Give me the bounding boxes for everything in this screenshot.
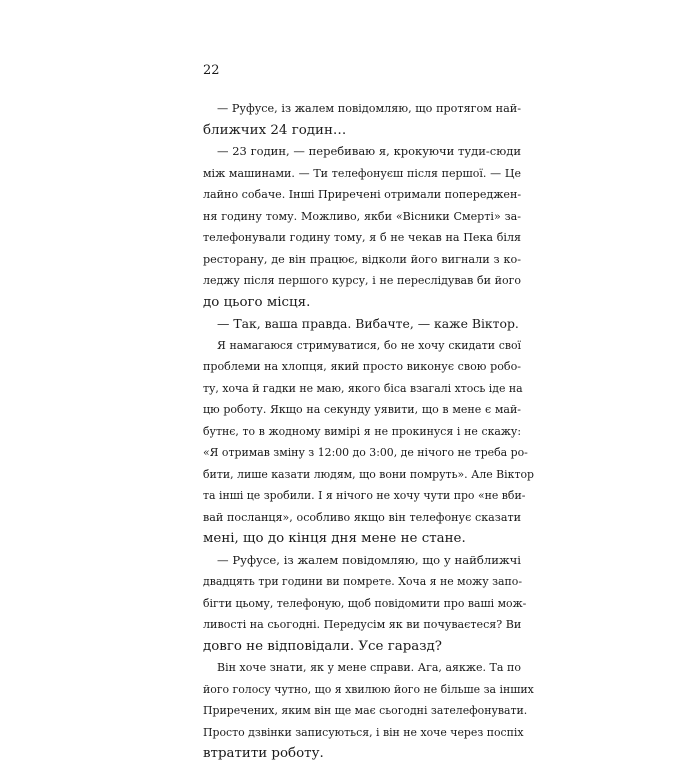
text-line: до цього місця. xyxy=(203,294,311,310)
text-line: його голосу чутно, що я хвилюю його не більше за інших xyxy=(203,682,534,696)
body-text xyxy=(203,98,535,765)
text-line: ресторану, де він працює, відколи його вигнали з ко- xyxy=(203,252,521,266)
text-line: ливості на сьогодні. Передусім як ви почуваєтеся? Ви xyxy=(203,618,522,631)
text-line: Приречених, яким він ще має сьогодні зателефонувати. xyxy=(203,704,528,717)
text-line: Він хоче знати, як у мене справи. Ага, аякже. Та по xyxy=(217,661,521,674)
text-line: ближчих 24 годин… xyxy=(203,122,347,138)
text-line: мені, що до кінця дня мене не стане. xyxy=(203,531,466,546)
text-line: вай посланця», особливо якщо він телефонує сказати xyxy=(203,510,521,524)
text-line: ту, хоча й гадки не маю, якого біса взагалі хтось іде на xyxy=(203,381,523,395)
text-line: Я намагаюся стримуватися, бо не хочу скидати свої xyxy=(217,338,521,352)
text-line: та інші це зробили. І я нічого не хочу чути про «не вби- xyxy=(203,489,526,502)
text-line: — Так, ваша правда. Вибачте, — каже Віктор. xyxy=(217,316,519,331)
text-line: — 23 годин, — перебиваю я, крокуючи туди-сюди xyxy=(217,144,521,158)
text-line: ня годину тому. Можливо, якби «Вісники Смерті» за- xyxy=(203,209,521,223)
text-line: цю роботу. Якщо на секунду уявити, що в мене є май- xyxy=(203,403,521,416)
text-line: леджу після першого курсу, і не переслідував би його xyxy=(203,274,521,287)
text-line: — Руфусе, із жалем повідомляю, що у найближчі xyxy=(217,552,521,567)
text-line: двадцять три години ви помрете. Хоча я не можу запо- xyxy=(203,575,523,588)
text-line: Просто дзвінки записуються, і він не хоче через поспіх xyxy=(203,725,524,739)
text-line: телефонували годину тому, я б не чекав на Пека біля xyxy=(203,231,521,244)
text-line: «Я отримав зміну з 12:00 до 3:00, де нічого не треба ро- xyxy=(203,446,528,459)
page-number: 22 xyxy=(203,63,220,78)
text-line: проблеми на хлопця, який просто виконує свою робо- xyxy=(203,360,521,373)
text-line: — Руфусе, із жалем повідомляю, що протягом най- xyxy=(217,102,521,115)
text-line: між машинами. — Ти телефонуєш після першої. — Це xyxy=(203,166,521,180)
text-line: бутнє, то в жодному вимірі я не прокинуся і не скажу: xyxy=(203,424,521,438)
text-line: бити, лише казати людям, що вони помруть». Але Віктор xyxy=(203,467,535,481)
text-line: довго не відповідали. Усе гаразд? xyxy=(203,638,442,654)
text-line: бігти цьому, телефоную, щоб повідомити про ваші мож- xyxy=(203,596,527,610)
text-line: лайно собаче. Інші Приречені отримали попереджен- xyxy=(203,188,522,201)
text-line: втратити роботу. xyxy=(203,746,324,761)
